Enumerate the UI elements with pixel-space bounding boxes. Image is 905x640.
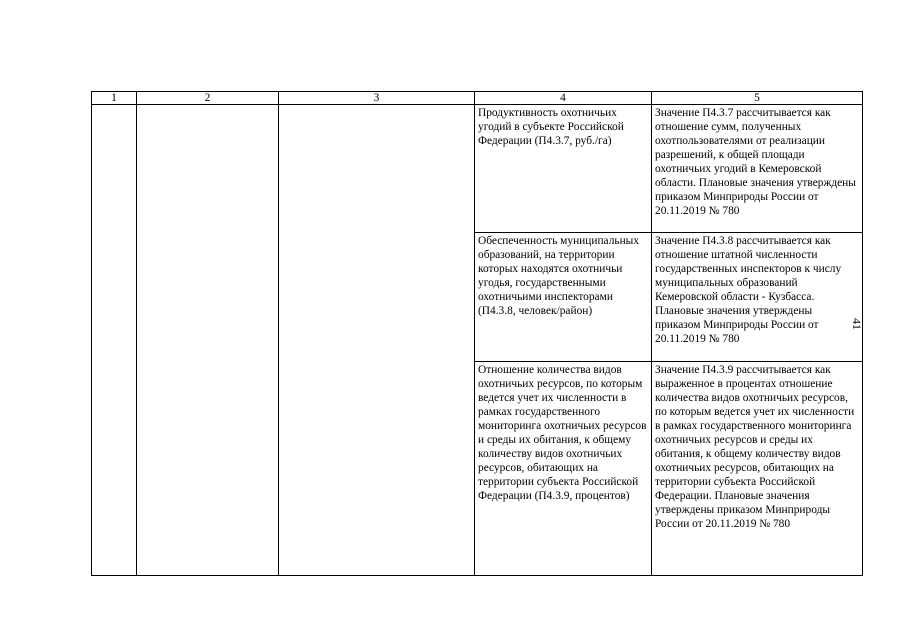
description-cell — [652, 362, 863, 576]
description-cell — [652, 233, 863, 362]
description-cell — [652, 105, 863, 233]
indicator-cell — [475, 105, 652, 233]
indicator-text: Отношение количества видов охотничьих ресурсов, по которым ведется учет их численности в рамках государственного мониторинга охотничьих ресурсов и среды их обитания, к общему количеству видов охотничьих ресурсов, обитающих на территории субъекта Российской Федерации (П4.3.9, процентов) — [478, 364, 647, 502]
column-1-cell — [92, 105, 137, 576]
table-header-row — [92, 92, 863, 105]
column-header-5: 5 — [652, 92, 863, 105]
indicator-text: Продуктивность охотничьих угодий в субъекте Российской Федерации (П4.3.7, руб./га) — [478, 107, 624, 147]
description-text: Значение П4.3.8 рассчитывается как отношение штатной численности государственных инспекторов к числу муниципальных образований Кемеровской области - Кузбасса. Плановые значения утверждены приказом Минприроды России от 20.11.2019 № 780 — [655, 235, 842, 345]
page-number: 41 — [850, 318, 864, 330]
indicator-cell — [475, 233, 652, 362]
column-2-cell — [137, 105, 279, 576]
column-header-3: 3 — [279, 92, 475, 105]
table-row — [92, 105, 863, 233]
column-header-2: 2 — [137, 92, 279, 105]
indicator-cell — [475, 362, 652, 576]
description-text: Значение П4.3.9 рассчитывается как выраженное в процентах отношение количества видов охотничьих ресурсов, по которым ведется учет их численности в рамках государственного мониторинга охотничьих ресурсов и среды их обитания, к общему количеству видов охотничьих ресурсов, обитающих на территории субъекта Российской Федерации. Плановые значения утверждены приказом Минприроды России от 20.11.2019 № 780 — [655, 364, 855, 530]
column-header-4: 4 — [475, 92, 652, 105]
column-header-1: 1 — [92, 92, 137, 105]
indicator-text: Обеспеченность муниципальных образований, на территории которых находятся охотничьи угодья, государственными охотничьими инспекторами (П4.3.8, человек/район) — [478, 235, 640, 317]
indicators-table — [91, 91, 863, 576]
description-text: Значение П4.3.7 рассчитывается как отношение сумм, полученных охотпользователями от реализации разрешений, к общей площади охотничьих угодий в Кемеровской области. Плановые значения утверждены приказом Минприроды России от 20.11.2019 № 780 — [655, 107, 856, 217]
column-3-cell — [279, 105, 475, 576]
